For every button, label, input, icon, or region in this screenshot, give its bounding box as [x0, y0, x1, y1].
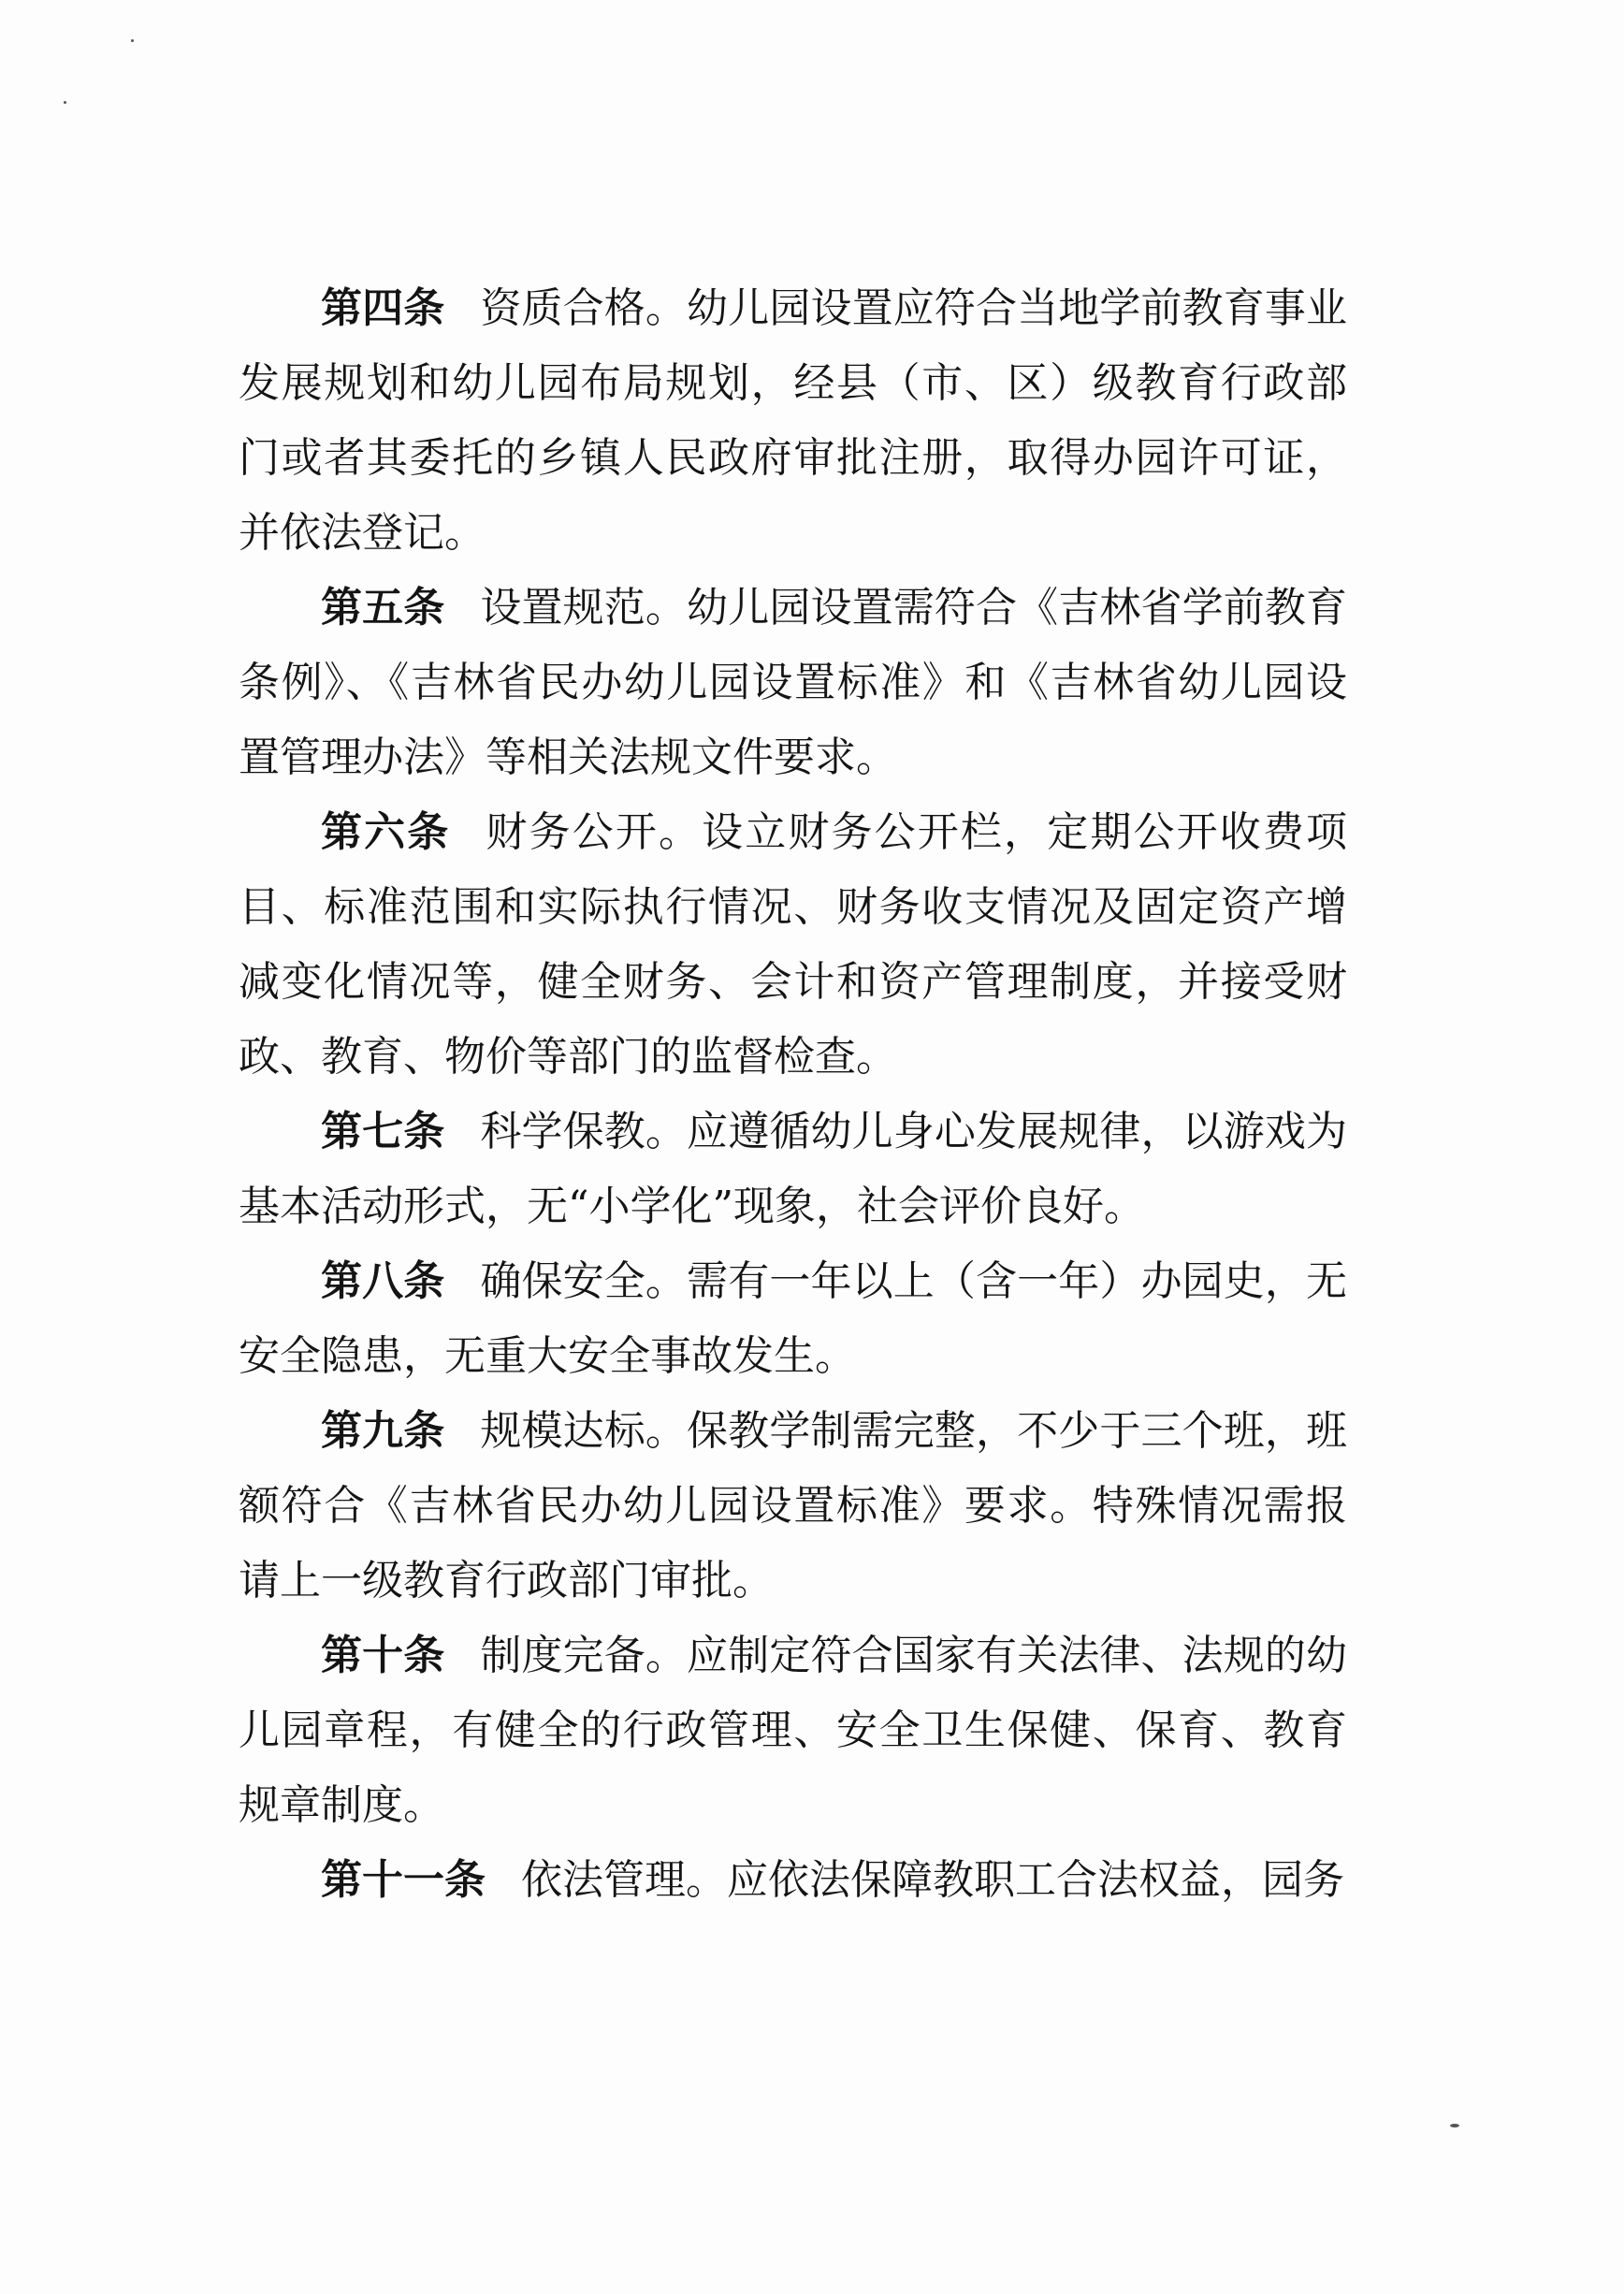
- article-text: 设置规范。幼儿园设置需符合《吉林省学前教育条例》、《吉林省民办幼儿园设置标准》和《吉林省幼儿园设置管理办法》等相关法规文件要求。: [239, 584, 1348, 781]
- article-number: 第十一条: [321, 1856, 486, 1904]
- scan-speck: [64, 101, 66, 104]
- article-number: 第八条: [321, 1257, 445, 1305]
- article-5: [239, 571, 1347, 795]
- article-9: [239, 1394, 1347, 1619]
- article-number: 第七条: [321, 1108, 445, 1155]
- article-7: [239, 1095, 1347, 1244]
- article-text: 规模达标。保教学制需完整，不少于三个班，班额符合《吉林省民办幼儿园设置标准》要求。特殊情况需报请上一级教育行政部门审批。: [239, 1407, 1348, 1604]
- article-text: 确保安全。需有一年以上（含一年）办园史，无安全隐患，无重大安全事故发生。: [239, 1257, 1348, 1380]
- article-text: 财务公开。设立财务公开栏，定期公开收费项目、标准范围和实际执行情况、财务收支情况及固定资产增减变化情况等，健全财务、会计和资产管理制度，并接受财政、教育、物价等部门的监督检查。: [239, 808, 1348, 1081]
- article-number: 第十条: [321, 1632, 445, 1679]
- scan-speck: [1450, 2124, 1459, 2127]
- article-text: 依法管理。应依法保障教职工合法权益，园务: [521, 1856, 1344, 1904]
- article-number: 第六条: [321, 808, 451, 856]
- article-number: 第四条: [321, 284, 445, 332]
- document-page: [239, 271, 1347, 1918]
- article-number: 第五条: [321, 584, 445, 632]
- article-6: [239, 795, 1347, 1095]
- article-number: 第九条: [321, 1407, 445, 1455]
- article-text: 科学保教。应遵循幼儿身心发展规律，以游戏为基本活动形式，无“小学化”现象，社会评价良好。: [239, 1108, 1348, 1230]
- article-11: [239, 1843, 1347, 1918]
- scan-speck: [131, 39, 134, 42]
- article-text: 资质合格。幼儿园设置应符合当地学前教育事业发展规划和幼儿园布局规划，经县（市、区）级教育行政部门或者其委托的乡镇人民政府审批注册，取得办园许可证，并依法登记。: [239, 284, 1348, 557]
- article-text: 制度完备。应制定符合国家有关法律、法规的幼儿园章程，有健全的行政管理、安全卫生保健、保育、教育规章制度。: [239, 1632, 1348, 1829]
- article-10: [239, 1619, 1347, 1843]
- article-4: [239, 271, 1347, 571]
- article-8: [239, 1244, 1347, 1394]
